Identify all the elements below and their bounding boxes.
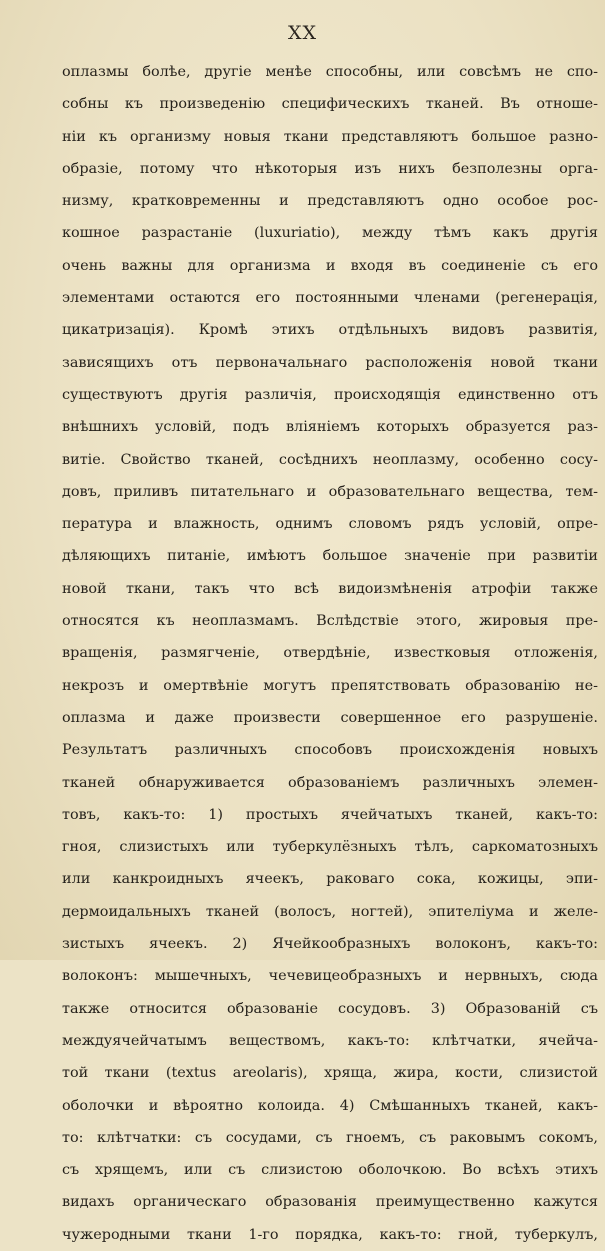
- text-line: то: клѣтчатки: съ сосудами, съ гноемъ, съ раковымъ сокомъ,: [62, 1129, 598, 1146]
- text-line: дѣляющихъ питаніе, имѣютъ большое значеніе при развитіи: [62, 548, 598, 565]
- text-line: витіе. Свойство тканей, сосѣднихъ неоплазму, особенно сосу-: [62, 451, 598, 468]
- text-line: Результатъ различныхъ способовъ происхожденія новыхъ: [62, 742, 598, 759]
- text-line: оболочки и вѣроятно колоида. 4) Смѣшанныхъ тканей, какъ-: [62, 1097, 598, 1114]
- text-line: видахъ органическаго образованія преимущественно кажутся: [62, 1194, 598, 1211]
- text-line: цикатризація). Кромѣ этихъ отдѣльныхъ видовъ развитія,: [62, 322, 598, 339]
- text-line: гноя, слизистыхъ или туберкулёзныхъ тѣлъ, саркоматозныхъ: [62, 839, 598, 856]
- text-line: волоконъ: мышечныхъ, чечевицеобразныхъ и нервныхъ, сюда: [62, 968, 598, 985]
- text-line: товъ, какъ-то: 1) простыхъ ячейчатыхъ тканей, какъ-то:: [62, 806, 598, 823]
- text-line: пература и влажность, однимъ словомъ рядъ условій, опре-: [62, 516, 598, 533]
- text-line: зистыхъ ячеекъ. 2) Ячейкообразныхъ волоконъ, какъ-то:: [62, 936, 598, 953]
- text-line: тканей обнаруживается образованіемъ различныхъ элемен-: [62, 774, 598, 791]
- text-line: низму, кратковременны и представляютъ одно особое рос-: [62, 193, 598, 210]
- text-line: очень важны для организма и входя въ соединеніе съ его: [62, 257, 598, 274]
- text-line: элементами остаются его постоянными членами (регенерація,: [62, 290, 598, 307]
- text-line: внѣшнихъ условій, подъ вліяніемъ которыхъ образуется раз-: [62, 419, 598, 436]
- text-line: новой ткани, такъ что всѣ видоизмѣненія атрофіи также: [62, 580, 598, 597]
- text-line: образіе, потому что нѣкоторыя изъ нихъ безполезны орга-: [62, 160, 598, 177]
- text-line: относятся къ неоплазмамъ. Вслѣдствіе этого, жировыя пре-: [62, 613, 598, 630]
- text-line: или канкроидныхъ ячеекъ, раковаго сока, кожицы, эпи-: [62, 871, 598, 888]
- text-line: оплазма и даже произвести совершенное его разрушеніе.: [62, 709, 598, 726]
- text-line: кошное разрастаніе (luxuriatio), между тѣмъ какъ другія: [62, 225, 598, 242]
- text-line: ніи къ организму новыя ткани представляютъ большое разно-: [62, 128, 598, 145]
- text-line: некрозъ и омертвѣніе могутъ препятствовать образованію не-: [62, 677, 598, 694]
- text-line: также относится образованіе сосудовъ. 3) Образованій съ: [62, 1000, 598, 1017]
- text-line: съ хрящемъ, или съ слизистою оболочкою. Во всѣхъ этихъ: [62, 1162, 598, 1179]
- text-line: междуячейчатымъ веществомъ, какъ-то: клѣтчатки, ячейча-: [62, 1032, 598, 1049]
- text-line: собны къ произведенію специфическихъ тканей. Въ отноше-: [62, 96, 598, 113]
- body-text: [62, 56, 598, 1251]
- text-line: чужеродными ткани 1-го порядка, какъ-то: гной, туберкулъ,: [62, 1226, 598, 1243]
- page-number: XX: [287, 22, 318, 44]
- text-line: существуютъ другія различія, происходящія единственно отъ: [62, 386, 598, 403]
- text-line: вращенія, размягченіе, отвердѣніе, известковыя отложенія,: [62, 645, 598, 662]
- text-line: довъ, приливъ питательнаго и образовательнаго вещества, тем-: [62, 483, 598, 500]
- text-line: дермоидальныхъ тканей (волосъ, ногтей), эпителіума и желе-: [62, 903, 598, 920]
- text-line: той ткани (textus areolaris), хряща, жира, кости, слизистой: [62, 1065, 598, 1082]
- text-line: оплазмы болѣе, другіе менѣе способны, или совсѣмъ не спо-: [62, 64, 598, 80]
- text-line: зависящихъ отъ первоначальнаго расположенія новой ткани: [62, 354, 598, 371]
